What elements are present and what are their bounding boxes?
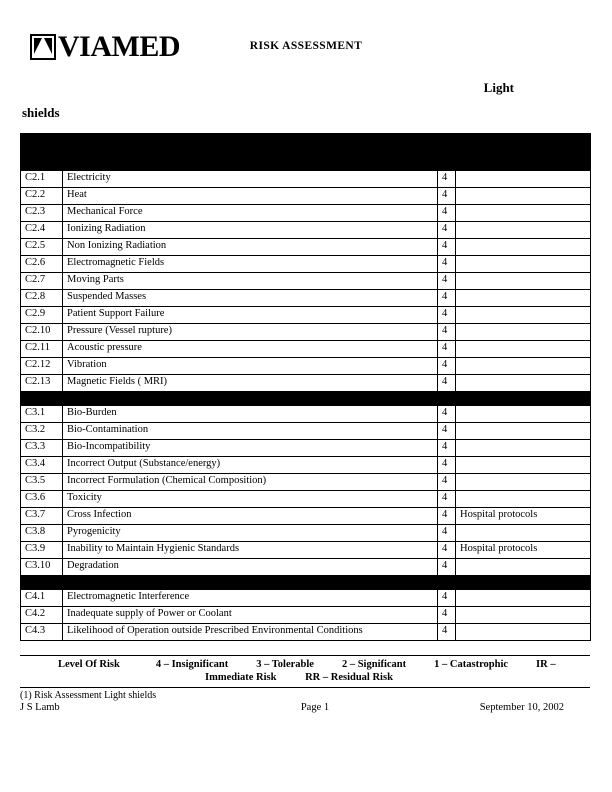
cell-hazard: Incorrect Output (Substance/energy) <box>63 457 438 474</box>
table-row <box>21 222 591 239</box>
cell-hazard: Vibration <box>63 358 438 375</box>
table-row <box>21 307 591 324</box>
cell-note <box>456 239 591 256</box>
cell-note <box>456 457 591 474</box>
cell-note <box>456 222 591 239</box>
cell-risk: 4 <box>438 457 456 474</box>
cell-risk: 4 <box>438 222 456 239</box>
legend-item-1: 1 – Catastrophic <box>434 659 509 670</box>
cell-note <box>456 474 591 491</box>
cell-risk: 4 <box>438 607 456 624</box>
cell-note <box>456 358 591 375</box>
cell-hazard: Toxicity <box>63 491 438 508</box>
cell-note <box>456 290 591 307</box>
table-row <box>21 205 591 222</box>
cell-hazard: Moving Parts <box>63 273 438 290</box>
cell-risk: 4 <box>438 542 456 559</box>
table-row <box>21 273 591 290</box>
cell-risk: 4 <box>438 508 456 525</box>
risk-assessment-table <box>20 133 591 641</box>
cell-hazard: Inadequate supply of Power or Coolant <box>63 607 438 624</box>
table-row <box>21 406 591 423</box>
cell-risk: 4 <box>438 440 456 457</box>
legend-row-primary <box>20 659 590 670</box>
legend-top-rule <box>20 655 590 656</box>
cell-risk: 4 <box>438 205 456 222</box>
table-row <box>21 457 591 474</box>
cell-hazard: Likelihood of Operation outside Prescribed Environmental Conditions <box>63 624 438 641</box>
table-row <box>21 542 591 559</box>
risk-level-legend <box>20 655 590 688</box>
footer-page-number: Page 1 <box>300 702 330 713</box>
table-row <box>21 341 591 358</box>
table-row <box>21 440 591 457</box>
cell-hazard: Pyrogenicity <box>63 525 438 542</box>
cell-note <box>456 406 591 423</box>
cell-hazard: Heat <box>63 188 438 205</box>
cell-note <box>456 491 591 508</box>
table-row <box>21 375 591 392</box>
cell-note <box>456 440 591 457</box>
cell-hazard: Non Ionizing Radiation <box>63 239 438 256</box>
cell-hazard: Acoustic pressure <box>63 341 438 358</box>
cell-note <box>456 423 591 440</box>
cell-hazard: Pressure (Vessel rupture) <box>63 324 438 341</box>
cell-risk: 4 <box>438 406 456 423</box>
cell-ref: C2.12 <box>21 358 63 375</box>
table-row <box>21 474 591 491</box>
cell-risk: 4 <box>438 590 456 607</box>
cell-ref: C2.6 <box>21 256 63 273</box>
cell-risk: 4 <box>438 474 456 491</box>
cell-risk: 4 <box>438 290 456 307</box>
table-row <box>21 607 591 624</box>
legend-label: Level Of Risk <box>58 659 120 670</box>
cell-note <box>456 307 591 324</box>
cell-risk: 4 <box>438 423 456 440</box>
cell-ref: C4.3 <box>21 624 63 641</box>
table-row <box>21 559 591 576</box>
table-row <box>21 624 591 641</box>
section-header-c4 <box>21 576 591 590</box>
cell-risk: 4 <box>438 624 456 641</box>
cell-ref: C2.10 <box>21 324 63 341</box>
cell-note <box>456 273 591 290</box>
table-row <box>21 423 591 440</box>
cell-note <box>456 590 591 607</box>
cell-hazard: Patient Support Failure <box>63 307 438 324</box>
cell-hazard: Electricity <box>63 171 438 188</box>
cell-risk: 4 <box>438 239 456 256</box>
cell-note <box>456 205 591 222</box>
cell-hazard: Electromagnetic Fields <box>63 256 438 273</box>
page-title: RISK ASSESSMENT <box>249 40 363 52</box>
cell-ref: C2.5 <box>21 239 63 256</box>
cell-hazard: Bio-Incompatibility <box>63 440 438 457</box>
legend-item-4: 4 – Insignificant <box>155 659 229 670</box>
cell-ref: C2.9 <box>21 307 63 324</box>
legend-bottom-rule <box>20 687 590 688</box>
cell-hazard: Suspended Masses <box>63 290 438 307</box>
cell-note <box>456 188 591 205</box>
legend-item-residual-risk: RR – Residual Risk <box>305 672 393 683</box>
cell-note <box>456 256 591 273</box>
table-row <box>21 358 591 375</box>
cell-hazard: Magnetic Fields ( MRI) <box>63 375 438 392</box>
footer-note: (1) Risk Assessment Light shields <box>20 690 157 701</box>
cell-ref: C4.1 <box>21 590 63 607</box>
cell-ref: C2.7 <box>21 273 63 290</box>
cell-ref: C3.2 <box>21 423 63 440</box>
cell-ref: C4.2 <box>21 607 63 624</box>
table-row <box>21 590 591 607</box>
cell-risk: 4 <box>438 525 456 542</box>
cell-ref: C3.9 <box>21 542 63 559</box>
cell-ref: C3.4 <box>21 457 63 474</box>
cell-risk: 4 <box>438 341 456 358</box>
cell-note: Hospital protocols <box>456 542 591 559</box>
cell-ref: C2.1 <box>21 171 63 188</box>
cell-risk: 4 <box>438 171 456 188</box>
cell-ref: C2.11 <box>21 341 63 358</box>
document-header <box>20 28 592 68</box>
table-row <box>21 525 591 542</box>
cell-note <box>456 624 591 641</box>
cell-ref: C2.8 <box>21 290 63 307</box>
legend-row-secondary <box>20 672 590 683</box>
table-row <box>21 508 591 525</box>
table-row <box>21 491 591 508</box>
cell-ref: C3.5 <box>21 474 63 491</box>
legend-item-2: 2 – Significant <box>341 659 407 670</box>
cell-hazard: Degradation <box>63 559 438 576</box>
cell-note: Hospital protocols <box>456 508 591 525</box>
legend-item-3: 3 – Tolerable <box>256 659 314 670</box>
table-row <box>21 290 591 307</box>
legend-item-immediate-risk: Immediate Risk <box>205 672 277 683</box>
section-header-c2 <box>21 134 591 171</box>
table-row <box>21 324 591 341</box>
logo-wordmark: VIAMED <box>58 30 180 63</box>
cell-ref: C3.7 <box>21 508 63 525</box>
cell-ref: C3.10 <box>21 559 63 576</box>
cell-ref: C2.4 <box>21 222 63 239</box>
cell-hazard: Bio-Burden <box>63 406 438 423</box>
cell-ref: C3.8 <box>21 525 63 542</box>
cell-ref: C2.13 <box>21 375 63 392</box>
section-header-c3 <box>21 392 591 406</box>
footer-date: September 10, 2002 <box>479 702 564 713</box>
cell-risk: 4 <box>438 375 456 392</box>
cell-risk: 4 <box>438 273 456 290</box>
cell-risk: 4 <box>438 307 456 324</box>
page-footer <box>20 702 592 713</box>
cell-note <box>456 375 591 392</box>
cell-hazard: Cross Infection <box>63 508 438 525</box>
table-row <box>21 256 591 273</box>
cell-risk: 4 <box>438 491 456 508</box>
table-row <box>21 171 591 188</box>
cell-risk: 4 <box>438 358 456 375</box>
cell-hazard: Inability to Maintain Hygienic Standards <box>63 542 438 559</box>
cell-ref: C3.3 <box>21 440 63 457</box>
cell-hazard: Mechanical Force <box>63 205 438 222</box>
cell-note <box>456 341 591 358</box>
cell-ref: C2.3 <box>21 205 63 222</box>
cell-ref: C3.6 <box>21 491 63 508</box>
cell-hazard: Electromagnetic Interference <box>63 590 438 607</box>
legend-item-ir: IR – <box>536 659 556 670</box>
cell-risk: 4 <box>438 256 456 273</box>
cell-note <box>456 525 591 542</box>
subtitle-line-2: shields <box>22 105 60 120</box>
cell-risk: 4 <box>438 188 456 205</box>
table-row <box>21 188 591 205</box>
cell-note <box>456 559 591 576</box>
cell-hazard: Bio-Contamination <box>63 423 438 440</box>
cell-hazard: Incorrect Formulation (Chemical Composition) <box>63 474 438 491</box>
cell-hazard: Ionizing Radiation <box>63 222 438 239</box>
footer-author: J S Lamb <box>20 702 60 713</box>
cell-note <box>456 607 591 624</box>
cell-risk: 4 <box>438 324 456 341</box>
cell-ref: C2.2 <box>21 188 63 205</box>
subtitle-line-1: Light <box>483 80 514 95</box>
cell-ref: C3.1 <box>21 406 63 423</box>
cell-note <box>456 324 591 341</box>
cell-risk: 4 <box>438 559 456 576</box>
table-row <box>21 239 591 256</box>
cell-note <box>456 171 591 188</box>
